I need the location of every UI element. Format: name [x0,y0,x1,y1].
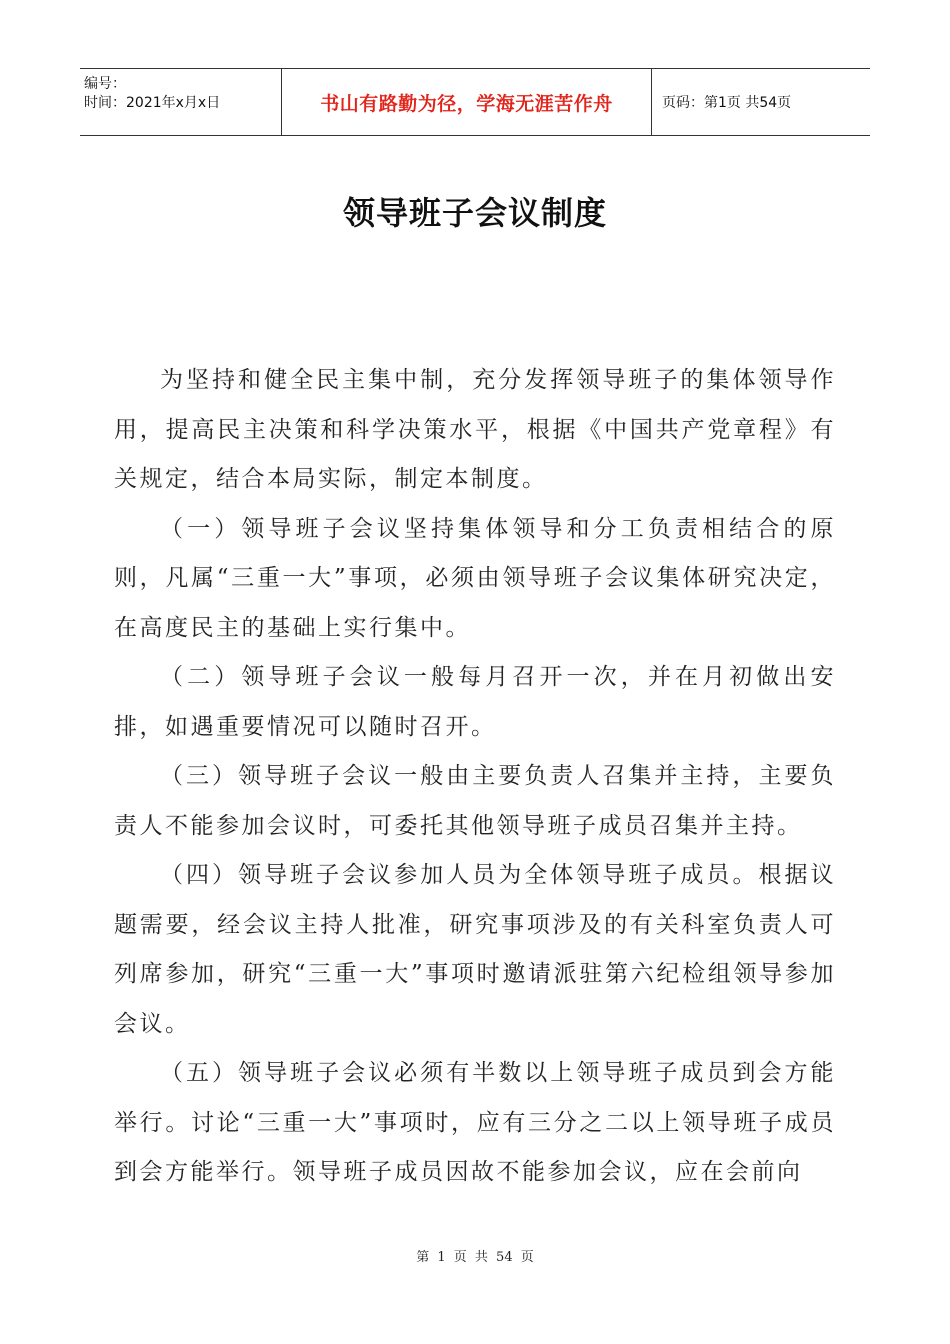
document-body [114,356,836,1198]
document-title: 领导班子会议制度 [342,194,607,232]
paragraph-2: （二）领导班子会议一般每月召开一次，并在月初做出安排，如遇重要情况可以随时召开。 [114,664,836,740]
paragraph-intro: 为坚持和健全民主集中制，充分发挥领导班子的集体领导作用，提高民主决策和科学决策水平，根据《中国共产党章程》有关规定，结合本局实际，制定本制度。 [114,367,836,492]
number-label: 编号： [84,76,126,92]
paragraph-4: （四）领导班子会议参加人员为全体领导班子成员。根据议题需要，经会议主持人批准，研究事项涉及的有关科室负责人可列席参加，研究“三重一大”事项时邀请派驻第六纪检组领导参加会议。 [114,862,836,1037]
header-meta-cell [80,69,282,135]
document-header [80,68,870,136]
page-info: 页码：第1页 共54页 [662,95,792,111]
paragraph-3: （三）领导班子会议一般由主要负责人召集并主持，主要负责人不能参加会议时，可委托其他领导班子成员召集并主持。 [114,763,836,839]
header-motto-cell [282,69,652,135]
date-line: 时间：2021年x月x日 [84,95,221,111]
header-page-cell [652,69,870,135]
paragraph-1: （一）领导班子会议坚持集体领导和分工负责相结合的原则，凡属“三重一大”事项，必须由领导班子会议集体研究决定，在高度民主的基础上实行集中。 [114,515,836,641]
motto-text: 书山有路勤为径，学海无涯苦作舟 [320,92,613,115]
page-footer: 第 1 页 共 54 页 [416,1250,534,1265]
paragraph-5: （五）领导班子会议必须有半数以上领导班子成员到会方能举行。讨论“三重一大”事项时，应有三分之二以上领导班子成员到会方能举行。领导班子成员因故不能参加会议，应在会前向 [114,1060,836,1185]
